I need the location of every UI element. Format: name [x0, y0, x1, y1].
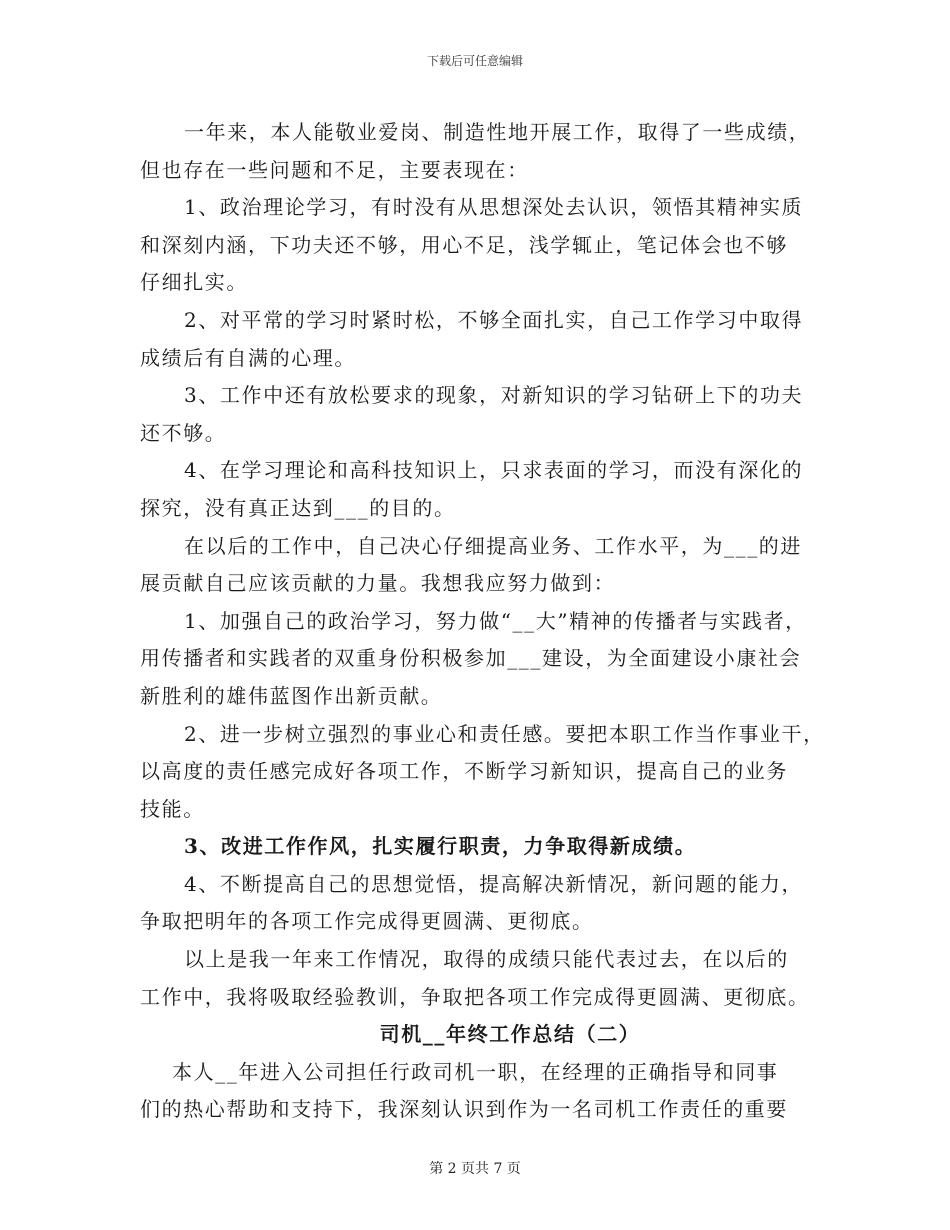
paragraph-line: 新胜利的雄伟蓝图作出新贡献。	[140, 683, 443, 708]
paragraph-line: 以上是我一年来工作情况，取得的成绩只能代表过去，在以后的	[184, 947, 789, 972]
paragraph-line: 本人__年进入公司担任行政司机一职，在经理的正确指导和同事	[172, 1059, 779, 1084]
paragraph-line: 仔细扎实。	[140, 270, 248, 295]
bold-paragraph-line: 3、改进工作作风，扎实履行职责，力争取得新成绩。	[184, 834, 697, 859]
paragraph-line: 1、政治理论学习，有时没有从思想深处去认识，领悟其精神实质	[184, 195, 804, 220]
paragraph-line: 3、工作中还有放松要求的现象，对新知识的学习钻研上下的功夫	[184, 383, 804, 408]
paragraph-line: 成绩后有自满的心理。	[140, 345, 356, 370]
section-title: 司机__年终工作总结（二）	[379, 1022, 641, 1047]
paragraph-line: 们的热心帮助和支持下，我深刻认识到作为一名司机工作责任的重要	[140, 1097, 788, 1122]
paragraph-line: 在以后的工作中，自己决心仔细提高业务、工作水平，为___的进	[184, 533, 802, 558]
paragraph-line: 4、在学习理论和高科技知识上，只求表面的学习，而没有深化的	[184, 458, 804, 483]
paragraph-line: 4、不断提高自己的思想觉悟，提高解决新情况，新问题的能力，	[184, 871, 804, 896]
paragraph-line: 一年来，本人能敬业爱岗、制造性地开展工作，取得了一些成绩，	[184, 120, 811, 144]
paragraph-line: 但也存在一些问题和不足，主要表现在：	[140, 157, 529, 182]
paragraph-line: 争取把明年的各项工作完成得更圆满、更彻底。	[140, 909, 594, 934]
paragraph-line: 技能。	[140, 796, 205, 821]
paragraph-line: 以高度的责任感完成好各项工作，不断学习新知识，提高自己的业务	[140, 759, 788, 784]
paragraph-line: 1、加强自己的政治学习，努力做“__大”精神的传播者与实践者，	[184, 608, 807, 633]
paragraph-line: 2、进一步树立强烈的事业心和责任感。要把本职工作当作事业干，	[184, 721, 825, 746]
paragraph-line: 探究，没有真正达到___的目的。	[140, 495, 456, 520]
paragraph-line: 和深刻内涵，下功夫还不够，用心不足，浅学辄止，笔记体会也不够	[140, 232, 788, 257]
paragraph-line: 工作中，我将吸取经验教训，争取把各项工作完成得更圆满、更彻底。	[140, 984, 810, 1009]
page-header: 下载后可任意编辑	[426, 54, 523, 68]
paragraph-line: 用传播者和实践者的双重身份积极参加___建设，为全面建设小康社会	[140, 646, 802, 671]
paragraph-line: 2、对平常的学习时紧时松，不够全面扎实，自己工作学习中取得	[184, 307, 804, 332]
paragraph-line: 还不够。	[140, 420, 227, 445]
document-body	[140, 114, 825, 1129]
page-footer: 第 2 页共 7 页	[429, 1161, 521, 1177]
paragraph-line: 展贡献自己应该贡献的力量。我想我应努力做到：	[140, 571, 616, 596]
